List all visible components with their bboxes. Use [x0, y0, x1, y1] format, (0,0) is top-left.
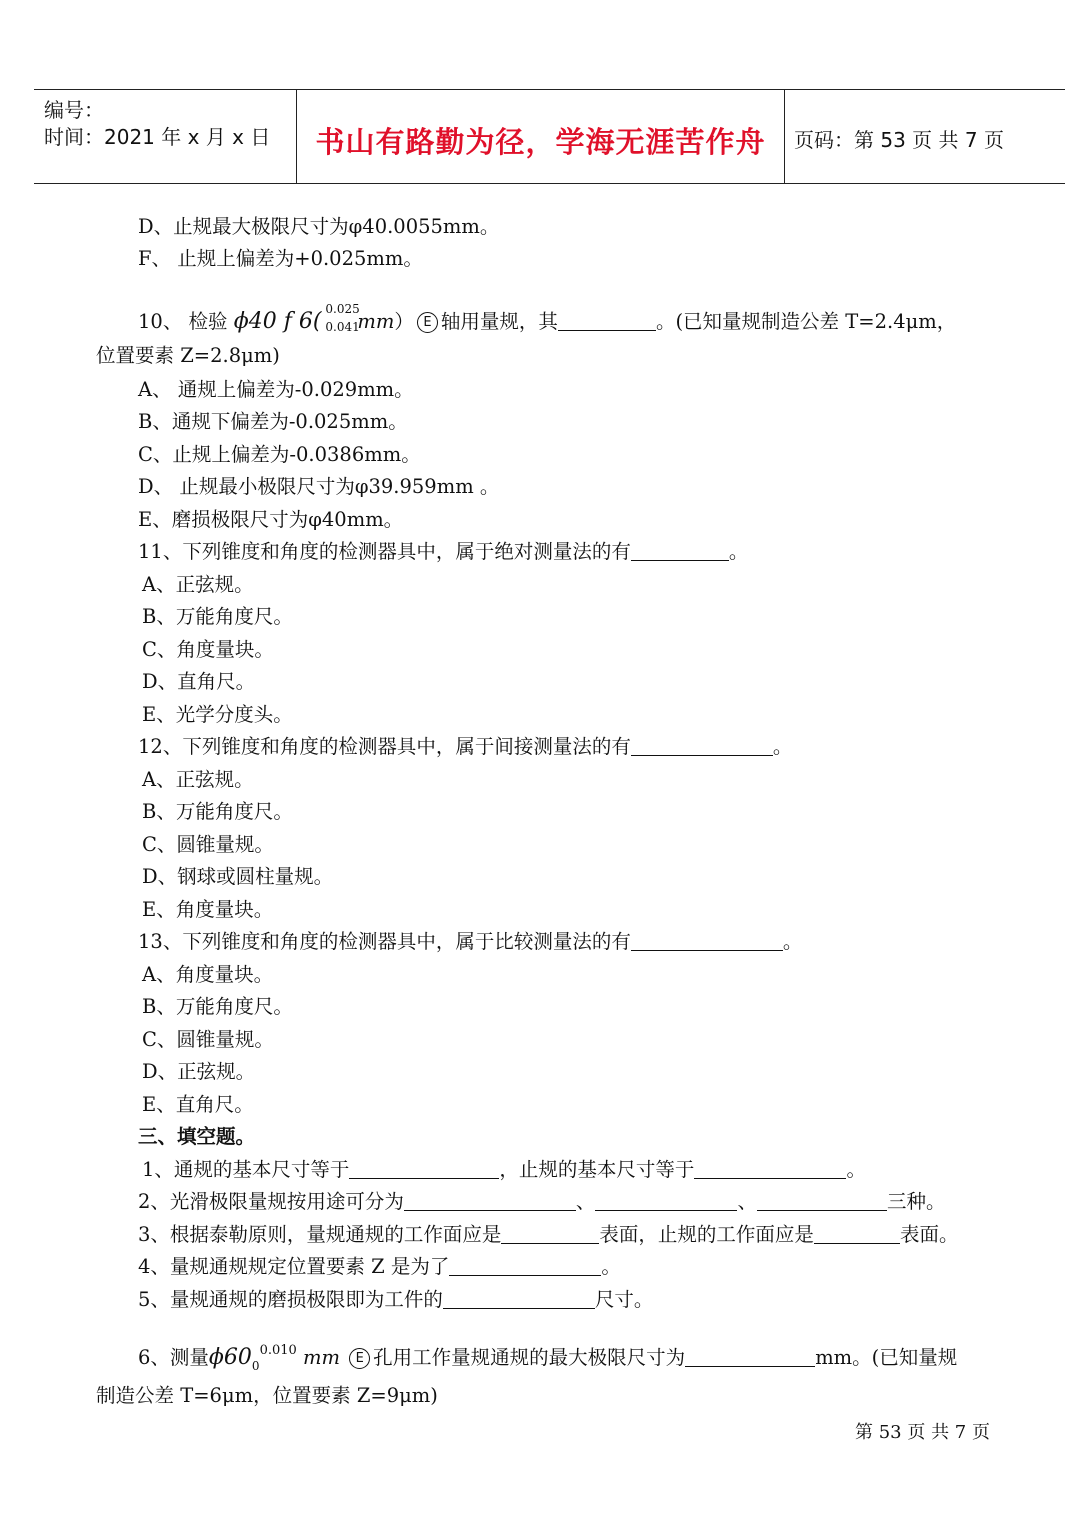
header-motto-cell: [296, 90, 785, 183]
option-line: D、钢球或圆柱量规。: [142, 865, 334, 888]
option-line: E、磨损极限尺寸为φ40mm。: [138, 508, 404, 531]
question-11: [138, 539, 748, 565]
option-line: D、止规最大极限尺寸为φ40.0055mm。: [138, 215, 500, 238]
time-label: 时间：2021 年 x 月 x 日: [44, 125, 271, 149]
question-10: [138, 302, 956, 335]
question-10-cont: 位置要素 Z=2.8μm): [96, 344, 280, 367]
q11-text: 11、下列锥度和角度的检测器具中，属于绝对测量法的有: [138, 540, 631, 563]
option-line: E、直角尺。: [142, 1093, 254, 1116]
header-page-info: [794, 90, 1064, 183]
option-line: C、圆锥量规。: [142, 833, 274, 856]
q10-tolerance: [321, 302, 360, 334]
option-line: B、万能角度尺。: [142, 995, 293, 1018]
fill-4: [138, 1254, 621, 1280]
option-line: D、 止规最小极限尺寸为φ39.959mm 。: [138, 475, 500, 498]
option-line: B、万能角度尺。: [142, 800, 293, 823]
question-12: [138, 734, 792, 760]
fill-2: [138, 1189, 945, 1215]
option-line: A、 通规上偏差为-0.029mm。: [138, 378, 414, 401]
header-left: [44, 90, 296, 183]
q11-end: 。: [728, 540, 749, 563]
answer-blank[interactable]: [631, 930, 783, 951]
f6-mid: 孔用工作量规通规的最大极限尺寸为: [373, 1346, 686, 1369]
answer-blank[interactable]: [501, 1223, 599, 1244]
answer-blank[interactable]: [685, 1346, 815, 1367]
f5-text: 5、量规通规的磨损极限即为工件的: [138, 1288, 443, 1311]
q10-mm: mm: [357, 310, 395, 333]
option-line: E、光学分度头。: [142, 703, 293, 726]
f6-upper: 0.010: [259, 1343, 297, 1358]
f1-end: 。: [846, 1158, 866, 1181]
option-line: E、角度量块。: [142, 898, 274, 921]
answer-blank[interactable]: [814, 1223, 900, 1244]
page-footer: 第 53 页 共 7 页: [855, 1422, 990, 1443]
q10-formula: ϕ40 f 6(: [233, 309, 322, 334]
f3-end: 表面。: [899, 1223, 959, 1246]
option-line: D、直角尺。: [142, 670, 256, 693]
option-line: D、正弦规。: [142, 1060, 256, 1083]
f2-sep: 、: [575, 1190, 596, 1213]
f2-text: 2、光滑极限量规按用途可分为: [138, 1190, 404, 1213]
f6-mm: mm: [302, 1346, 340, 1369]
fill-5: [138, 1287, 653, 1313]
question-13: [138, 929, 802, 955]
answer-blank[interactable]: [404, 1190, 576, 1211]
envelope-e-icon: E: [349, 1348, 370, 1369]
q10-lower: 0.041: [325, 320, 360, 334]
f6-text: 6、测量: [138, 1346, 209, 1369]
q10-paren: ）: [394, 310, 414, 333]
answer-blank[interactable]: [694, 1158, 846, 1179]
answer-blank[interactable]: [631, 540, 729, 561]
envelope-e-icon: E: [417, 312, 438, 333]
f2-sep: 、: [737, 1190, 757, 1213]
q12-text: 12、下列锥度和角度的检测器具中，属于间接测量法的有: [138, 735, 631, 758]
answer-blank[interactable]: [757, 1190, 887, 1211]
f2-end: 三种。: [886, 1190, 946, 1213]
option-line: C、圆锥量规。: [142, 1028, 274, 1051]
motto: 书山有路勤为径，学海无涯苦作舟: [315, 125, 766, 159]
q10-mid: 轴用量规，其: [440, 310, 558, 333]
section-heading: 三、填空题。: [138, 1125, 256, 1148]
answer-blank[interactable]: [349, 1158, 499, 1179]
q13-end: 。: [782, 930, 803, 953]
q10-prefix: 10、 检验: [138, 310, 228, 333]
f5-end: 尺寸。: [594, 1288, 654, 1311]
page-info: 页码：第 53 页 共 7 页: [794, 128, 1004, 152]
f1-mid: ，止规的基本尺寸等于: [499, 1158, 695, 1181]
f3-mid: 表面，止规的工作面应是: [599, 1223, 814, 1246]
f1-text: 1、通规的基本尺寸等于: [142, 1158, 350, 1181]
f3-text: 3、根据泰勒原则，量规通规的工作面应是: [138, 1223, 502, 1246]
option-line: A、角度量块。: [142, 963, 274, 986]
f4-text: 4、量规通规规定位置要素 Z 是为了: [138, 1255, 450, 1278]
f6-end: mm。(已知量规: [815, 1346, 958, 1369]
f6-lower: 0: [251, 1359, 260, 1373]
option-line: F、 止规上偏差为+0.025mm。: [138, 247, 423, 270]
answer-blank[interactable]: [631, 735, 773, 756]
answer-blank[interactable]: [558, 310, 656, 331]
option-line: C、止规上偏差为-0.0386mm。: [138, 443, 421, 466]
serial-label: 编号：: [44, 98, 104, 122]
f6-formula: ϕ60: [208, 1345, 252, 1370]
q12-end: 。: [772, 735, 793, 758]
option-line: B、通规下偏差为-0.025mm。: [138, 410, 408, 433]
option-line: C、角度量块。: [142, 638, 274, 661]
q10-suffix: 。(已知量规制造公差 T=2.4μm，: [655, 310, 957, 333]
page-header: [34, 89, 1065, 184]
option-line: B、万能角度尺。: [142, 605, 293, 628]
q13-text: 13、下列锥度和角度的检测器具中，属于比较测量法的有: [138, 930, 631, 953]
fill-6-cont: 制造公差 T=6μm，位置要素 Z=9μm): [96, 1384, 438, 1407]
f4-end: 。: [601, 1255, 621, 1278]
fill-6: [138, 1338, 957, 1379]
option-line: A、正弦规。: [142, 573, 254, 596]
fill-3: [138, 1222, 958, 1248]
answer-blank[interactable]: [449, 1255, 601, 1276]
answer-blank[interactable]: [443, 1288, 595, 1309]
answer-blank[interactable]: [595, 1190, 737, 1211]
fill-1: [142, 1157, 866, 1183]
option-line: A、正弦规。: [142, 768, 254, 791]
q10-upper: 0.025: [325, 302, 360, 316]
